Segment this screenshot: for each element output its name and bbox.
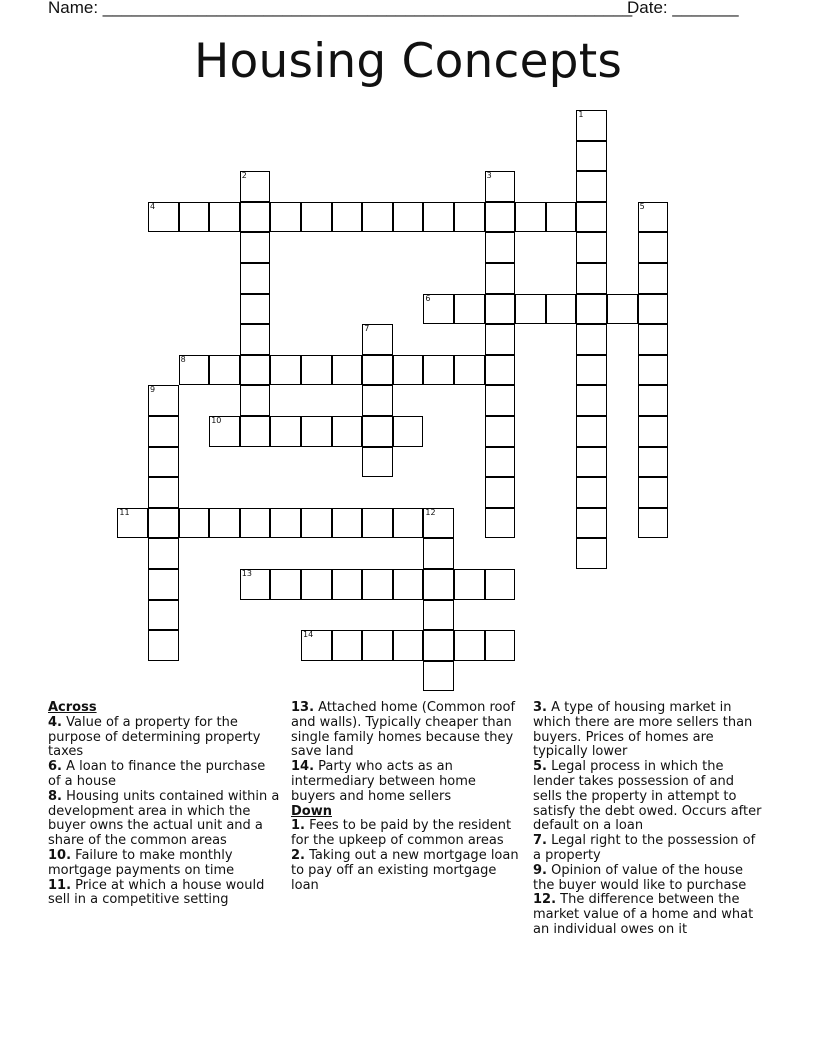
clue-item-number: 12.	[533, 892, 557, 908]
clue-number: 2	[241, 171, 247, 181]
clue-item-text: A loan to finance the purchase of a house	[48, 759, 266, 789]
clue-number: 5	[639, 201, 645, 211]
clue-item	[48, 849, 280, 879]
crossword-cell[interactable]	[393, 416, 424, 447]
crossword-cell[interactable]	[332, 355, 363, 386]
crossword-cell[interactable]	[576, 477, 607, 508]
crossword-cell[interactable]	[454, 294, 485, 325]
clue-item	[48, 716, 280, 760]
clue-item	[291, 819, 523, 849]
clue-number: 10	[211, 416, 222, 425]
clues-column-2	[291, 701, 523, 893]
crossword-cell[interactable]	[362, 508, 393, 539]
crossword-cell[interactable]	[485, 630, 516, 661]
crossword-cell[interactable]	[454, 569, 485, 600]
crossword-cell[interactable]	[301, 355, 332, 386]
crossword-cell[interactable]	[485, 294, 516, 325]
crossword-cell[interactable]	[179, 202, 210, 233]
crossword-cell[interactable]	[485, 447, 516, 478]
crossword-cell[interactable]	[576, 538, 607, 569]
crossword-cell[interactable]	[362, 385, 393, 416]
clue-item-text: A type of housing market in which there are more sellers than buyers. Prices of homes are typically lower	[533, 700, 753, 760]
clue-item-text: Attached home (Common roof and walls). Typically cheaper than single family homes because they save land	[291, 700, 516, 760]
crossword-cell[interactable]	[638, 232, 669, 263]
crossword-cell[interactable]	[393, 508, 424, 539]
crossword-cell[interactable]	[485, 171, 516, 202]
down-clue-list	[291, 819, 523, 893]
clue-item	[291, 760, 523, 804]
crossword-cell[interactable]	[240, 508, 271, 539]
crossword-cell[interactable]	[332, 569, 363, 600]
crossword-cell[interactable]	[576, 141, 607, 172]
crossword-cell[interactable]	[179, 508, 210, 539]
clue-item-number: 5.	[533, 759, 547, 775]
crossword-cell[interactable]	[423, 569, 454, 600]
crossword-cell[interactable]	[393, 630, 424, 661]
crossword-cell[interactable]	[240, 232, 271, 263]
clue-number: 4	[150, 201, 156, 211]
crossword-cell[interactable]	[362, 630, 393, 661]
crossword-cell[interactable]	[485, 416, 516, 447]
clue-item	[48, 879, 280, 909]
crossword-cell[interactable]	[393, 355, 424, 386]
clue-item-number: 4.	[48, 714, 62, 730]
across-clue-list-continued	[291, 701, 523, 805]
crossword-cell[interactable]	[638, 294, 669, 325]
crossword-cell[interactable]	[148, 508, 179, 539]
clue-item-number: 3.	[533, 700, 547, 715]
crossword-cell[interactable]	[454, 202, 485, 233]
crossword-cell[interactable]	[209, 355, 240, 386]
crossword-cell[interactable]	[485, 263, 516, 294]
crossword-cell[interactable]	[576, 508, 607, 539]
crossword-cell[interactable]	[148, 447, 179, 478]
crossword-cell[interactable]	[485, 385, 516, 416]
clue-item	[533, 701, 765, 760]
crossword-cell[interactable]	[240, 385, 271, 416]
crossword-cell[interactable]	[270, 202, 301, 233]
down-heading: Down	[291, 803, 332, 819]
crossword-cell[interactable]	[362, 355, 393, 386]
clue-item	[533, 760, 765, 834]
crossword-cell[interactable]	[423, 600, 454, 631]
crossword-cell[interactable]	[148, 538, 179, 569]
crossword-cell[interactable]	[362, 569, 393, 600]
crossword-cell[interactable]	[576, 355, 607, 386]
crossword-cell[interactable]	[301, 630, 332, 661]
crossword-cell[interactable]	[515, 202, 546, 233]
clue-item-number: 6.	[48, 759, 62, 775]
name-field-label: Name: ________________________________________________________	[48, 0, 633, 17]
clue-item-number: 2.	[291, 847, 305, 863]
crossword-cell[interactable]	[301, 569, 332, 600]
crossword-cell[interactable]	[117, 508, 148, 539]
crossword-cell[interactable]	[148, 202, 179, 233]
crossword-cell[interactable]	[638, 202, 669, 233]
crossword-cell[interactable]	[301, 202, 332, 233]
crossword-cell[interactable]	[576, 263, 607, 294]
clue-item-text: Taking out a new mortgage loan to pay off an existing mortgage loan	[291, 847, 519, 893]
crossword-cell[interactable]	[270, 416, 301, 447]
clue-item	[533, 864, 765, 894]
clue-item-number: 13.	[291, 700, 315, 715]
crossword-cell[interactable]	[576, 110, 607, 141]
crossword-cell[interactable]	[576, 202, 607, 233]
crossword-cell[interactable]	[576, 447, 607, 478]
crossword-cell[interactable]	[485, 569, 516, 600]
crossword-cell[interactable]	[240, 202, 271, 233]
crossword-cell[interactable]	[148, 385, 179, 416]
crossword-cell[interactable]	[148, 630, 179, 661]
clue-number: 12	[425, 507, 436, 517]
crossword-cell[interactable]	[240, 355, 271, 386]
crossword-cell[interactable]	[485, 232, 516, 263]
clue-item-number: 8.	[48, 788, 62, 804]
crossword-cell[interactable]	[576, 385, 607, 416]
crossword-cell[interactable]	[546, 294, 577, 325]
down-clue-list-continued	[533, 701, 765, 938]
crossword-cell[interactable]	[576, 324, 607, 355]
crossword-cell[interactable]	[638, 508, 669, 539]
clue-item	[291, 849, 523, 893]
crossword-cell[interactable]	[270, 355, 301, 386]
crossword-cell[interactable]	[209, 508, 240, 539]
clue-item	[533, 893, 765, 937]
across-heading: Across	[48, 700, 97, 715]
crossword-cell[interactable]	[485, 508, 516, 539]
clue-item-number: 1.	[291, 818, 305, 834]
crossword-cell[interactable]	[485, 202, 516, 233]
crossword-cell[interactable]	[454, 355, 485, 386]
crossword-cell[interactable]	[423, 202, 454, 233]
crossword-cell[interactable]	[148, 600, 179, 631]
clue-item-number: 11.	[48, 877, 72, 893]
crossword-cell[interactable]	[423, 508, 454, 539]
clues-column-3	[533, 701, 765, 938]
crossword-cell[interactable]	[240, 324, 271, 355]
crossword-cell[interactable]	[638, 477, 669, 508]
clue-number: 1	[578, 110, 584, 119]
crossword-cell[interactable]	[423, 294, 454, 325]
crossword-cell[interactable]	[423, 661, 454, 692]
clue-item-text: Value of a property for the purpose of determining property taxes	[48, 714, 261, 760]
crossword-cell[interactable]	[301, 416, 332, 447]
crossword-cell[interactable]	[485, 477, 516, 508]
crossword-cell[interactable]	[240, 416, 271, 447]
clue-item-text: Legal process in which the lender takes possession of and sells the property in attempt to satisfy the debt owed. Occurs after default on a loan	[533, 759, 762, 834]
clue-item-text: Price at which a house would sell in a competitive setting	[48, 877, 265, 908]
clue-item-text: Housing units contained within a development area in which the buyer owns the actual unit and a share of the common areas	[48, 788, 280, 849]
clue-item-text: Opinion of value of the house the buyer would like to purchase	[533, 862, 747, 893]
clue-item-text: Party who acts as an intermediary between home buyers and home sellers	[291, 759, 476, 804]
crossword-cell[interactable]	[638, 355, 669, 386]
clue-item-text: Legal right to the possession of a property	[533, 833, 756, 863]
crossword-cell[interactable]	[240, 171, 271, 202]
clue-number: 13	[241, 569, 252, 578]
crossword-cell[interactable]	[148, 477, 179, 508]
clue-number: 11	[119, 507, 130, 517]
clue-item-text: The difference between the market value of a home and what an individual owes on it	[533, 892, 754, 937]
crossword-cell[interactable]	[209, 416, 240, 447]
clue-item-number: 9.	[533, 862, 547, 878]
crossword-cell[interactable]	[179, 355, 210, 386]
crossword-cell[interactable]	[576, 294, 607, 325]
crossword-cell[interactable]	[454, 630, 485, 661]
crossword-cell[interactable]	[240, 263, 271, 294]
across-clue-list	[48, 716, 280, 908]
crossword-cell[interactable]	[362, 416, 393, 447]
clue-item-number: 7.	[533, 833, 547, 849]
crossword-cell[interactable]	[638, 385, 669, 416]
crossword-cell[interactable]	[423, 538, 454, 569]
clue-item	[48, 760, 280, 790]
crossword-cell[interactable]	[362, 202, 393, 233]
clue-item-number: 14.	[291, 759, 315, 775]
crossword-cell[interactable]	[332, 202, 363, 233]
clue-item	[533, 834, 765, 864]
clue-item	[291, 701, 523, 760]
clues-column-1	[48, 701, 280, 908]
crossword-cell[interactable]	[270, 508, 301, 539]
crossword-cell[interactable]	[362, 447, 393, 478]
clue-number: 6	[425, 293, 431, 303]
crossword-cell[interactable]	[393, 569, 424, 600]
clue-item	[48, 790, 280, 849]
crossword-cell[interactable]	[423, 355, 454, 386]
crossword-cell[interactable]	[270, 569, 301, 600]
crossword-cell[interactable]	[362, 324, 393, 355]
crossword-cell[interactable]	[393, 202, 424, 233]
clue-number: 9	[150, 385, 156, 395]
date-field-label: Date: _______	[627, 0, 739, 17]
clue-number: 3	[486, 171, 492, 181]
crossword-cell[interactable]	[240, 569, 271, 600]
crossword-cell[interactable]	[332, 508, 363, 539]
crossword-cell[interactable]	[148, 569, 179, 600]
crossword-cell[interactable]	[638, 416, 669, 447]
page-title: Housing Concepts	[193, 34, 623, 89]
crossword-cell[interactable]	[209, 202, 240, 233]
crossword-cell[interactable]	[546, 202, 577, 233]
crossword-cell[interactable]	[576, 416, 607, 447]
crossword-cell[interactable]	[576, 171, 607, 202]
crossword-cell[interactable]	[485, 355, 516, 386]
crossword-cell[interactable]	[638, 263, 669, 294]
crossword-cell[interactable]	[576, 232, 607, 263]
crossword-cell[interactable]	[485, 324, 516, 355]
crossword-cell[interactable]	[148, 416, 179, 447]
crossword-cell[interactable]	[638, 447, 669, 478]
crossword-cell[interactable]	[607, 294, 638, 325]
clue-item-text: Failure to make monthly mortgage payments on time	[48, 847, 235, 878]
clue-item-number: 10.	[48, 847, 72, 863]
clue-number: 8	[180, 354, 186, 364]
clue-number: 7	[364, 324, 370, 334]
crossword-cell[interactable]	[240, 294, 271, 325]
crossword-cell[interactable]	[638, 324, 669, 355]
crossword-cell[interactable]	[332, 416, 363, 447]
crossword-cell[interactable]	[301, 508, 332, 539]
crossword-cell[interactable]	[332, 630, 363, 661]
crossword-cell[interactable]	[423, 630, 454, 661]
crossword-cell[interactable]	[515, 294, 546, 325]
clue-item-text: Fees to be paid by the resident for the upkeep of common areas	[291, 818, 512, 849]
clue-number: 14	[303, 630, 314, 640]
